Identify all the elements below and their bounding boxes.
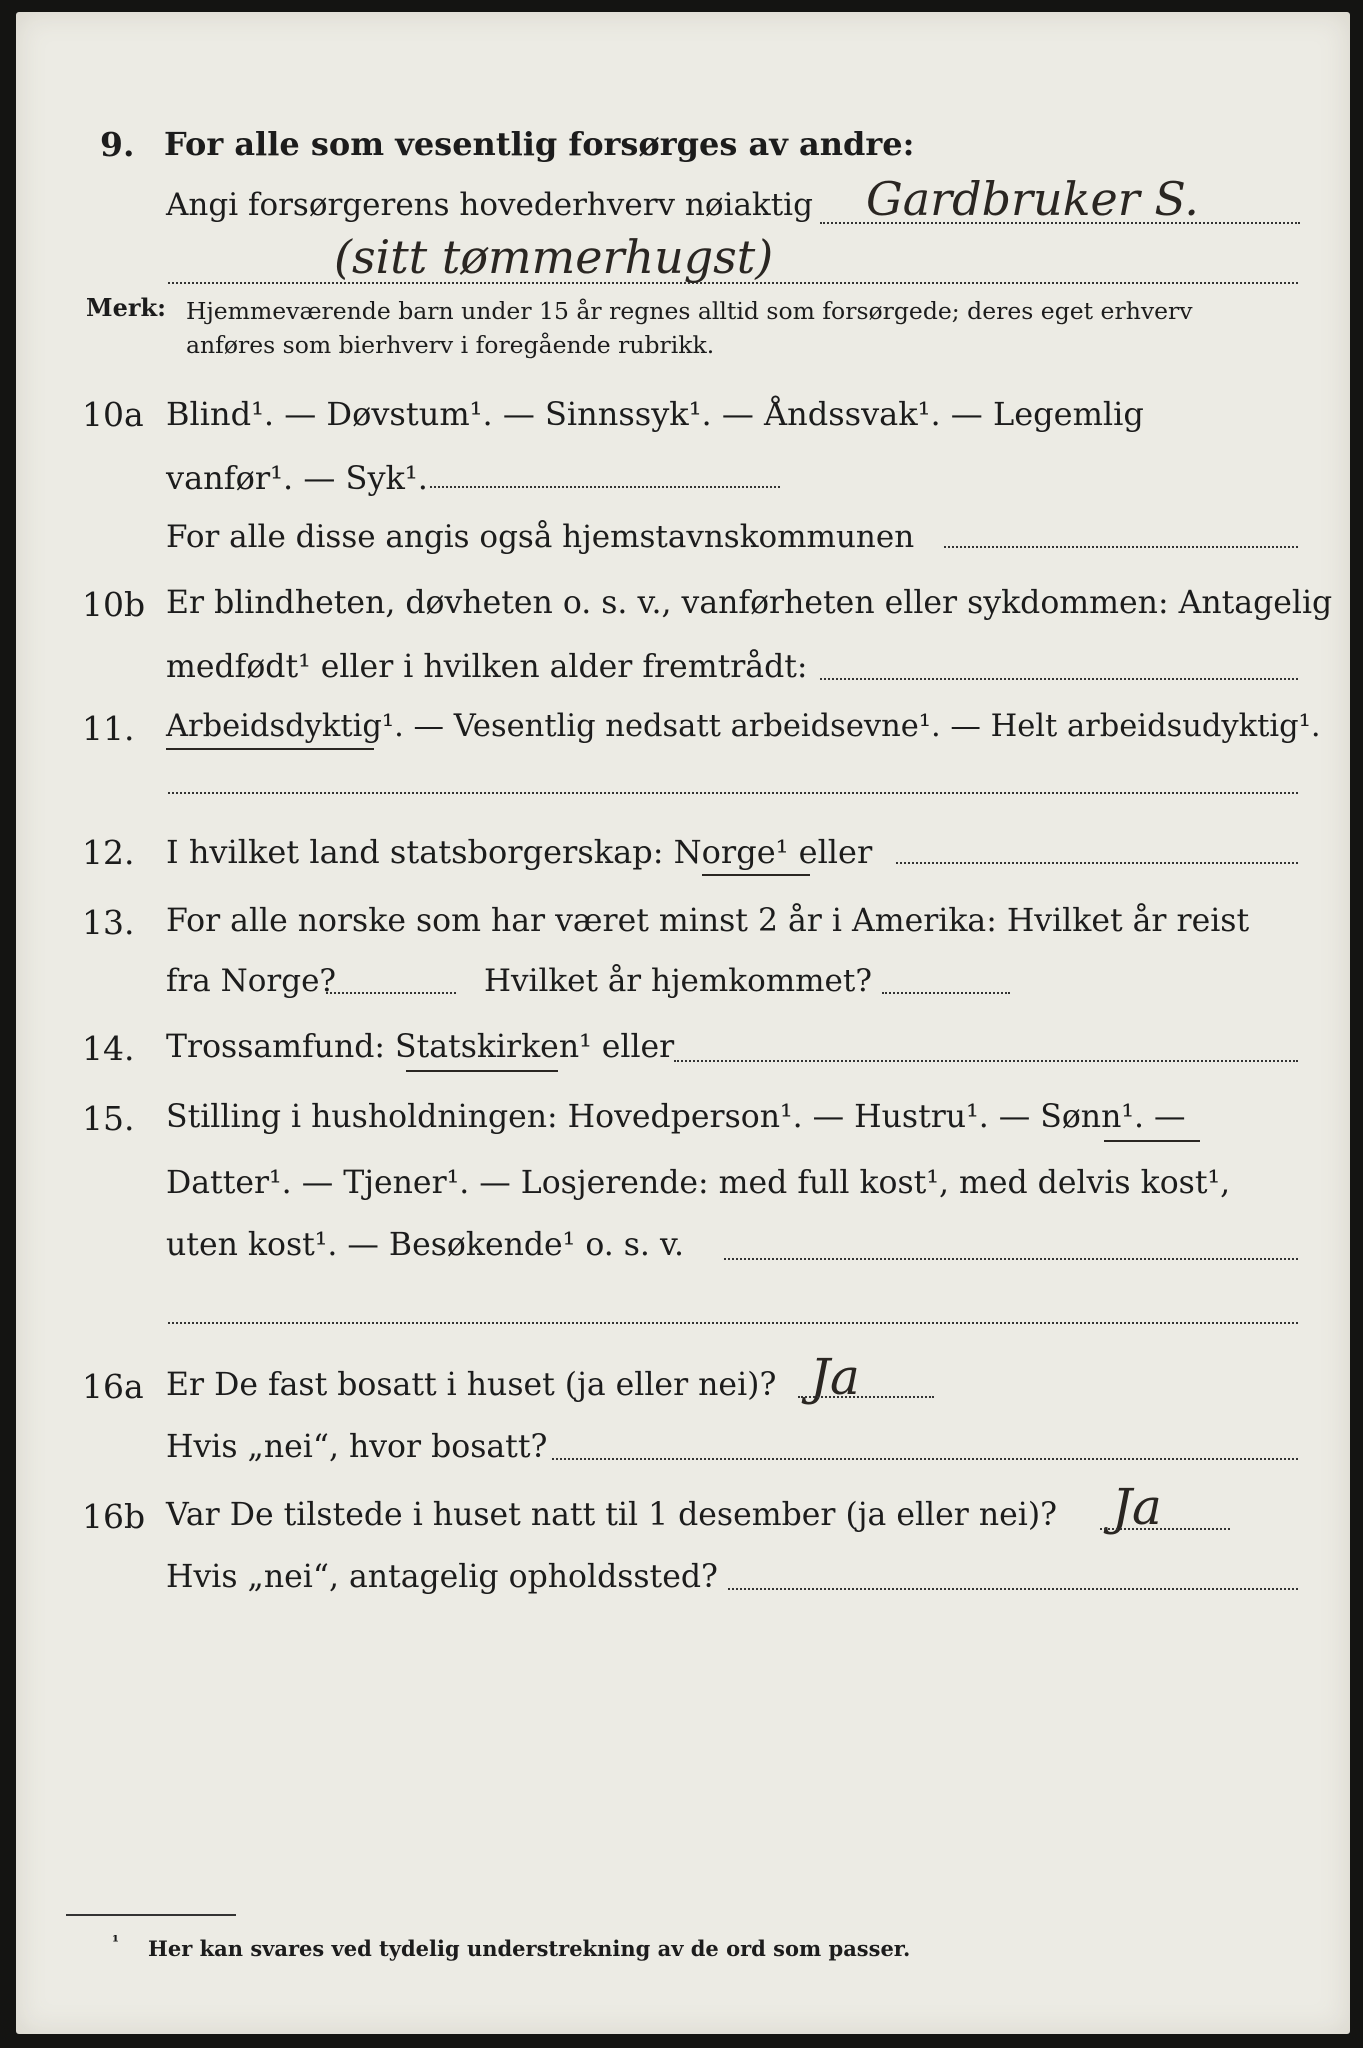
q15-sonn-underline (1104, 1140, 1200, 1142)
q13-line2a: fra Norge? (166, 963, 337, 999)
q13-line1: For alle norske som har været minst 2 år i Amerika: Hvilket år reist (166, 903, 1250, 939)
q14-answer-line (674, 1060, 1298, 1062)
q16a-handwritten-answer: Ja (810, 1348, 860, 1406)
q16a-line1: Er De fast bosatt i huset (ja eller nei)? (166, 1367, 777, 1403)
q11-line1: Arbeidsdyktig¹. — Vesentlig nedsatt arbeidsevne¹. — Helt arbeidsudyktig¹. (166, 709, 1321, 744)
q15-line3: uten kost¹. — Besøkende¹ o. s. v. (166, 1227, 685, 1263)
q16b-opholdssted-line (728, 1588, 1298, 1590)
q10b-answer-line (820, 678, 1298, 680)
footnote-marker: ¹ (112, 1932, 120, 1951)
q9-handwritten-answer-1: Gardbruker S. (866, 172, 1199, 226)
q15-answer-line (168, 1322, 1298, 1324)
q9-line2: Angi forsørgerens hovederhverv nøiaktig (166, 187, 813, 223)
q16a-answer-line (798, 1396, 934, 1398)
q10a-line1: Blind¹. — Døvstum¹. — Sinnssyk¹. — Åndssvak¹. — Legemlig (166, 395, 1144, 433)
q10a-line3: For alle disse angis også hjemstavnskommunen (166, 519, 915, 555)
q12-answer-line (896, 862, 1298, 864)
q11-arbeidsdyktig-underline (166, 748, 374, 750)
q16a-bosatt-line (552, 1458, 1298, 1460)
q16b-line1: Var De tilstede i huset natt til 1 desember (ja eller nei)? (166, 1497, 1058, 1533)
q16b-answer-line (1100, 1528, 1230, 1530)
q16a-line2: Hvis „nei“, hvor bosatt? (166, 1429, 548, 1465)
footnote-text: Her kan svares ved tydelig understrekning av de ord som passer. (148, 1936, 911, 1961)
q16b-handwritten-answer: Ja (1112, 1478, 1162, 1536)
merk-line2: anføres som bierhverv i foregående rubrikk. (186, 331, 715, 359)
census-form-page (16, 12, 1350, 2034)
q12-norge-underline (702, 874, 810, 876)
q14-statskirken-underline (406, 1070, 558, 1072)
q11-number: 11. (82, 709, 135, 748)
q13-number: 13. (82, 903, 135, 942)
merk-label: Merk: (86, 293, 166, 322)
q10a-kommune-line (944, 546, 1298, 548)
q11-answer-line (168, 792, 1298, 794)
q12-number: 12. (82, 833, 135, 872)
q10a-syk-line (430, 486, 780, 488)
q16b-number: 16b (82, 1497, 146, 1536)
q15-besokende-line (724, 1258, 1298, 1260)
q16b-line2: Hvis „nei“, antagelig opholdssted? (166, 1559, 718, 1595)
footnote-rule (66, 1914, 236, 1916)
q16a-number: 16a (82, 1367, 144, 1406)
q15-line1: Stilling i husholdningen: Hovedperson¹. — Hustru¹. — Sønn¹. — (166, 1099, 1186, 1135)
q15-line2: Datter¹. — Tjener¹. — Losjerende: med full kost¹, med delvis kost¹, (166, 1165, 1231, 1201)
q10b-number: 10b (82, 585, 146, 624)
merk-line1: Hjemmeværende barn under 15 år regnes alltid som forsørgede; deres eget erhverv (186, 297, 1193, 325)
q13-reist-line (326, 992, 456, 994)
q10a-line2: vanfør¹. — Syk¹. (166, 459, 428, 497)
q14-number: 14. (82, 1029, 135, 1068)
q15-number: 15. (82, 1099, 135, 1138)
q13-line2b: Hvilket år hjemkommet? (484, 963, 872, 999)
q9-title: For alle som vesentlig forsørges av andre: (164, 125, 915, 163)
q10b-line2: medfødt¹ eller i hvilken alder fremtrådt: (166, 649, 808, 685)
q9-handwritten-answer-2: (sitt tømmerhugst) (334, 230, 774, 284)
q10b-line1: Er blindheten, døvheten o. s. v., vanførheten eller sykdommen: Antagelig (166, 585, 1333, 621)
q10a-number: 10a (82, 395, 144, 434)
q13-hjemkommet-line (882, 992, 1010, 994)
q12-line1: I hvilket land statsborgerskap: Norge¹ eller (166, 833, 873, 871)
q9-number: 9. (100, 125, 135, 164)
q14-line1: Trossamfund: Statskirken¹ eller (166, 1029, 675, 1065)
